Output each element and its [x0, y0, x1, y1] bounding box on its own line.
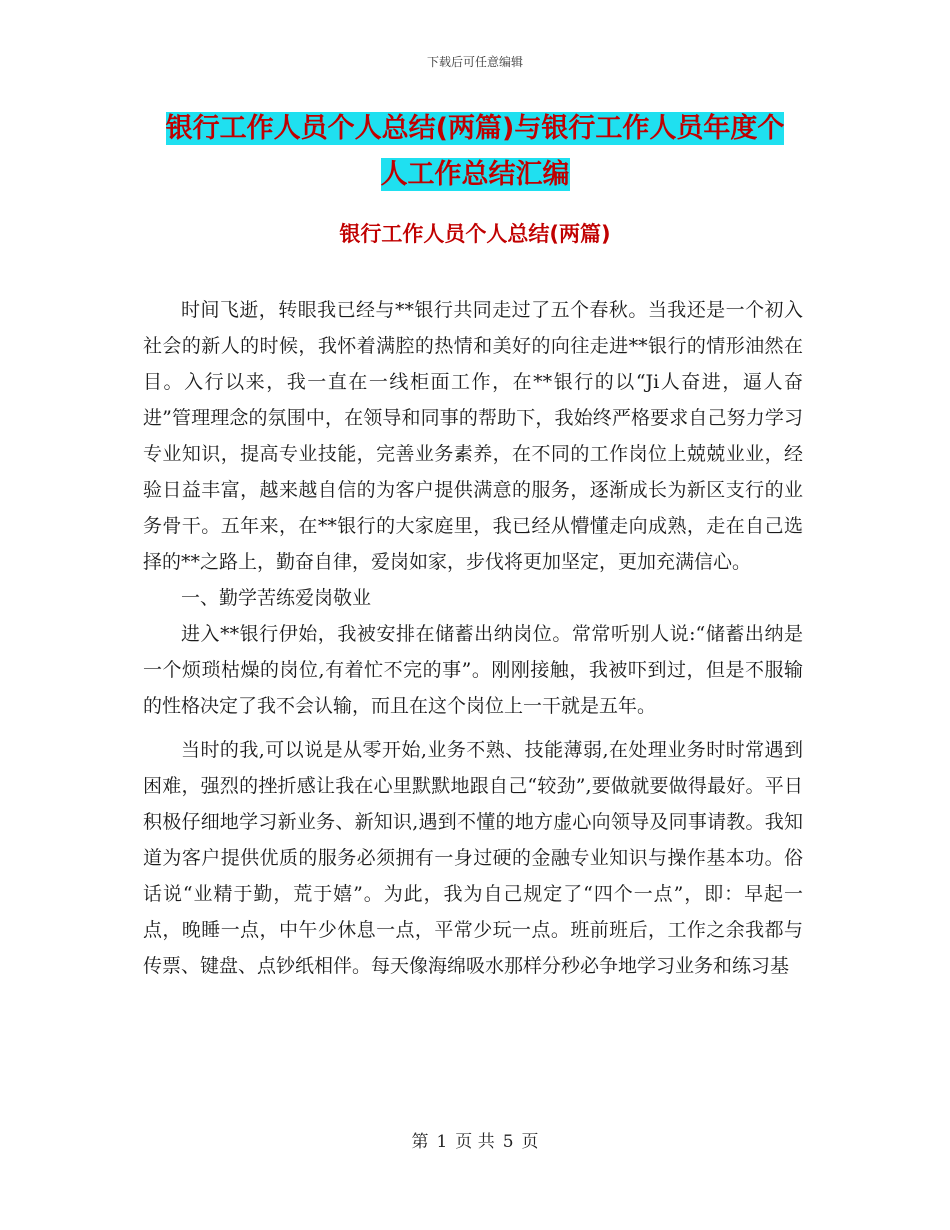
paragraph-2: 进入**银行伊始，我被安排在储蓄出纳岗位。常常听别人说:“储蓄出纳是一个烦琐枯燥的岗位,有着忙不完的事”。刚刚接触，我被吓到过，但是不服输的性格决定了我不会认输，而且在这个岗位上一干就是五年。: [143, 623, 803, 717]
page-number: 1: [436, 1132, 448, 1152]
document-title-line-2: 人工作总结汇编: [380, 159, 570, 190]
document-title-line-1: 银行工作人员个人总结(两篇)与银行工作人员年度个: [165, 113, 785, 144]
footer-mid: 页 共: [455, 1132, 495, 1152]
header-note: 下载后可任意编辑: [426, 55, 523, 69]
footer-prefix: 第: [411, 1132, 429, 1152]
body-text: [143, 292, 803, 984]
paragraph-intro: 时间飞逝，转眼我已经与**银行共同走过了五个春秋。当我还是一个初入社会的新人的时候，我怀着满腔的热情和美好的向往走进**银行的情形油然在目。入行以来，我一直在一线柜面工作，在**银行的以“Ji人奋进，逼人奋进”管理理念的氛围中，在领导和同事的帮助下，我始终严格要求自己努力学习专业知识，提高专业技能，完善业务素养，在不同的工作岗位上兢兢业业，经验日益丰富，越来越自信的为客户提供满意的服务，逐渐成长为新区支行的业务骨干。五年来，在**银行的大家庭里，我已经从懵懂走向成熟，走在自己选择的**之路上，勤奋自律，爱岗如家，步伐将更加坚定，更加充满信心。: [143, 299, 803, 573]
paragraph-3: 当时的我,可以说是从零开始,业务不熟、技能薄弱,在处理业务时时常遇到困难，强烈的挫折感让我在心里默默地跟自己“较劲”,要做就要做得最好。平日积极仔细地学习新业务、新知识,遇到不懂的地方虚心向领导及同事请教。我知道为客户提供优质的服务必须拥有一身过硬的金融专业知识与操作基本功。俗话说“业精于勤，荒于嬉”。为此，我为自己规定了“四个一点”，即：早起一点，晚睡一点，中午少休息一点，平常少玩一点。班前班后，工作之余我都与传票、键盘、点钞纸相伴。每天像海绵吸水那样分秒必争地学习业务和练习基: [143, 739, 803, 977]
document-title: [0, 106, 950, 198]
page-footer: [0, 1127, 950, 1152]
page-total: 5: [502, 1132, 514, 1152]
footer-suffix: 页: [521, 1132, 539, 1152]
section-title: 银行工作人员个人总结(两篇): [339, 222, 611, 246]
heading-section-1: 一、勤学苦练爱岗敬业: [181, 587, 372, 609]
